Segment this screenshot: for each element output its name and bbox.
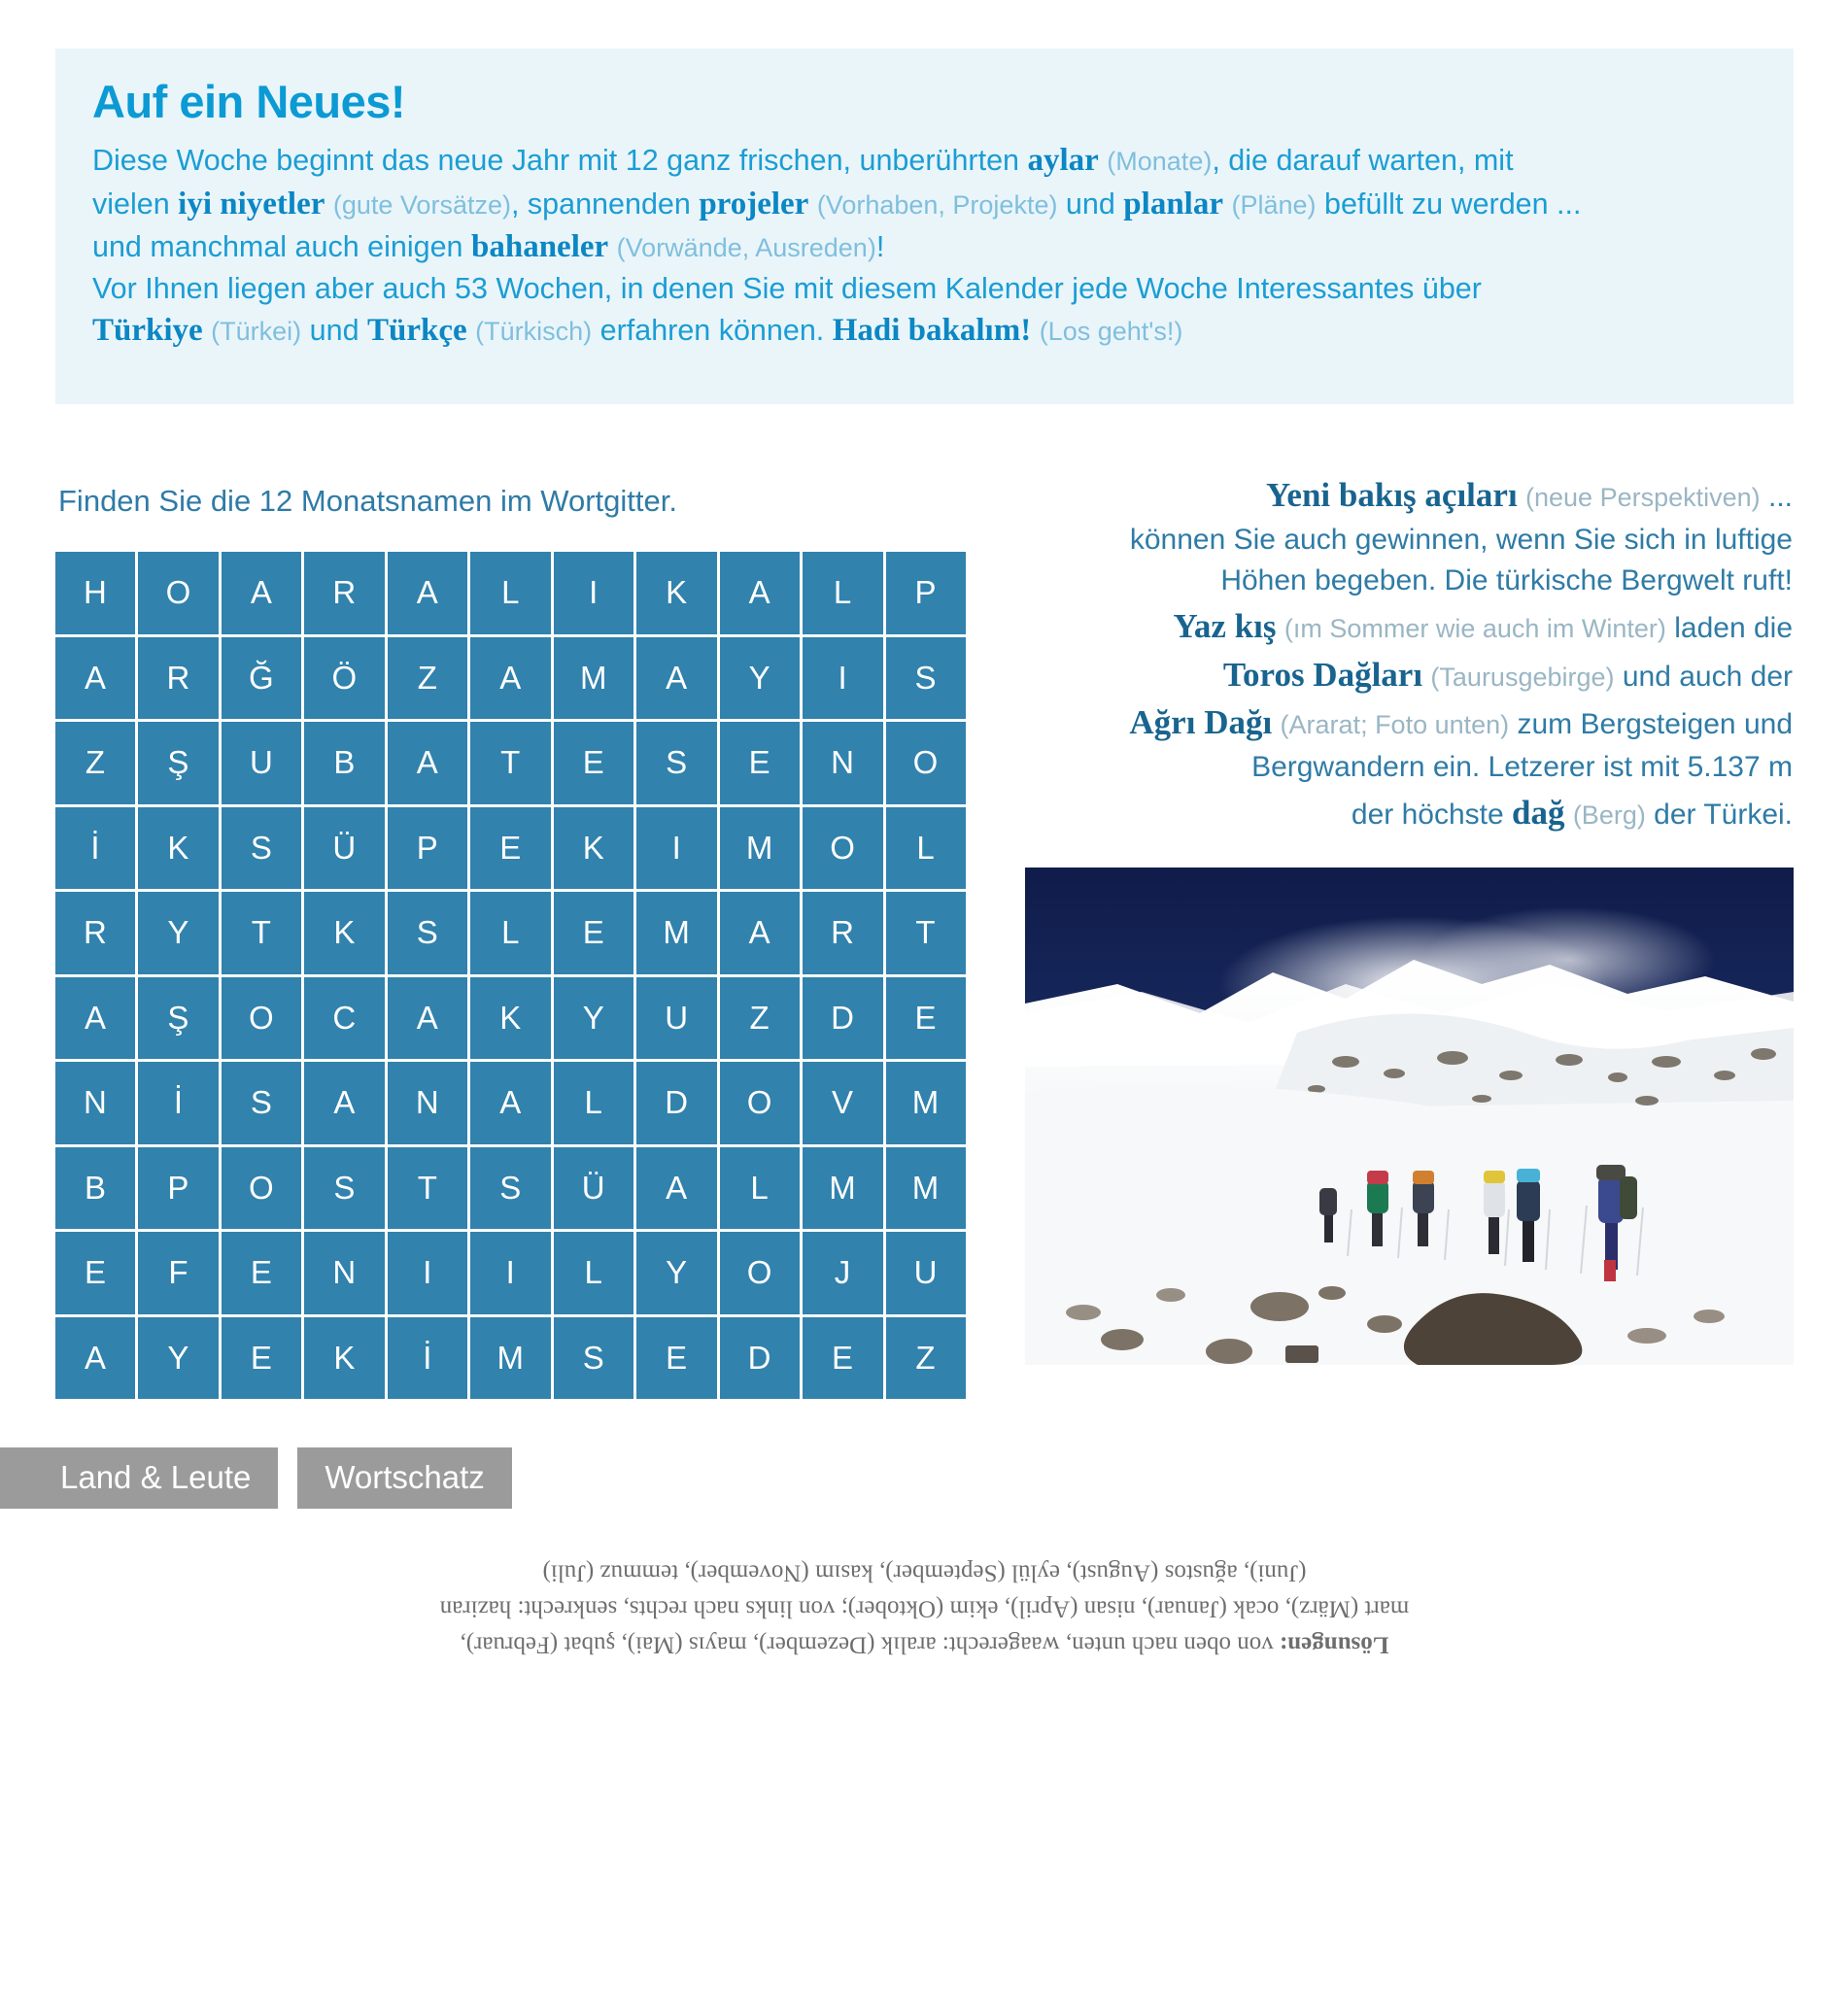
grid-cell[interactable]: L [886,807,966,890]
grid-cell[interactable]: M [470,1317,550,1400]
text-line [92,309,1761,353]
text-run: vielen [92,187,179,221]
grid-cell[interactable]: İ [55,807,135,890]
text-run: können Sie auch gewinnen, wenn Sie sich in luftige [1129,523,1793,556]
grid-cell[interactable]: S [222,807,301,890]
turkish-term: Yaz kış [1173,606,1277,645]
text-run: , die darauf warten, mit [1212,144,1514,178]
grid-cell[interactable]: O [886,722,966,804]
text-line [92,183,1761,226]
text-run: der höchste [1351,798,1512,831]
grid-cell[interactable]: S [388,892,467,974]
grid-cell[interactable]: P [138,1147,218,1230]
grid-cell[interactable]: U [636,977,716,1060]
text-run: Höhen begeben. Die türkische Bergwelt ruft! [1220,564,1793,597]
word-search-grid [55,552,966,1399]
grid-cell[interactable]: B [304,722,384,804]
grid-cell[interactable]: T [222,892,301,974]
german-gloss: (Türkisch) [475,317,593,347]
text-run: und auch der [1614,660,1793,693]
turkish-term: Türkçe [367,313,467,349]
grid-cell[interactable]: I [803,637,882,720]
text-line [1025,561,1793,602]
grid-cell[interactable]: S [222,1062,301,1144]
text-run: ! [875,230,885,264]
text-run: ... [1760,481,1793,513]
text-line [92,269,1761,309]
grid-cell[interactable]: A [720,892,800,974]
grid-cell[interactable]: P [388,807,467,890]
grid-cell[interactable]: Ö [304,637,384,720]
grid-cell[interactable]: O [720,1062,800,1144]
grid-cell[interactable]: E [720,722,800,804]
grid-cell[interactable]: K [470,977,550,1060]
grid-cell[interactable]: R [138,637,218,720]
text-line [55,1590,1794,1626]
grid-cell[interactable]: R [55,892,135,974]
grid-cell[interactable]: E [222,1317,301,1400]
german-gloss: (Monate) [1107,147,1213,177]
text-run [1276,612,1283,644]
text-run: und manchmal auch einigen [92,230,471,264]
grid-cell[interactable]: A [470,1062,550,1144]
grid-cell[interactable]: M [803,1147,882,1230]
grid-cell[interactable]: D [636,1062,716,1144]
grid-cell[interactable]: A [388,552,467,634]
grid-cell[interactable]: M [720,807,800,890]
text-run: , spannenden [510,187,700,221]
text-run: von oben nach unten, waagerecht: aralık (Dezember), mayıs (Mai), şubat (Februar), [460,1631,1280,1658]
text-line [1025,789,1793,837]
grid-cell[interactable]: P [886,552,966,634]
grid-cell[interactable]: İ [388,1317,467,1400]
grid-cell[interactable]: S [636,722,716,804]
grid-cell[interactable]: A [470,637,550,720]
grid-cell[interactable]: D [803,977,882,1060]
mountain-photo-illustration [1025,868,1794,1365]
text-run: Diese Woche beginnt das neue Jahr mit 12 ganz frischen, unberührten [92,144,1028,178]
german-gloss: (Ararat; Foto unten) [1280,710,1510,740]
text-line [55,1626,1794,1662]
grid-cell[interactable]: S [554,1317,633,1400]
grid-cell[interactable]: O [803,807,882,890]
grid-cell[interactable]: A [55,1317,135,1400]
grid-cell[interactable]: A [720,552,800,634]
grid-cell[interactable]: I [554,552,633,634]
german-gloss: (ım Sommer wie auch im Winter) [1283,613,1666,643]
grid-cell[interactable]: A [388,722,467,804]
grid-cell[interactable]: Y [554,977,633,1060]
text-line [1025,471,1793,520]
text-run [1099,144,1107,177]
grid-cell[interactable]: K [304,1317,384,1400]
grid-cell[interactable]: E [222,1232,301,1314]
puzzle-heading: Finden Sie die 12 Monatsnamen im Wortgitter. [58,484,677,518]
grid-cell[interactable]: E [803,1317,882,1400]
grid-cell[interactable]: N [304,1232,384,1314]
text-run: mart (März), ocak (Januar), nisan (April), ekim (Oktober); von links nach rechts, senkrecht: haziran [439,1595,1410,1622]
grid-cell[interactable]: N [55,1062,135,1144]
grid-cell[interactable]: O [720,1232,800,1314]
grid-cell[interactable]: Z [886,1317,966,1400]
grid-cell[interactable]: A [304,1062,384,1144]
grid-cell[interactable]: A [55,977,135,1060]
grid-cell[interactable]: T [470,722,550,804]
german-gloss: (Berg) [1572,800,1646,830]
category-tags [0,1447,512,1509]
grid-cell[interactable]: Z [720,977,800,1060]
grid-cell[interactable]: K [554,807,633,890]
grid-cell[interactable]: D [720,1317,800,1400]
text-line [1025,747,1793,789]
grid-cell[interactable]: I [470,1232,550,1314]
grid-cell[interactable]: I [636,807,716,890]
text-line [1025,602,1793,651]
grid-cell[interactable]: L [720,1147,800,1230]
german-gloss: (Taurusgebirge) [1430,662,1615,692]
text-run [1518,481,1525,513]
grid-cell[interactable]: M [554,637,633,720]
grid-cell[interactable]: U [886,1232,966,1314]
grid-cell[interactable]: T [388,1147,467,1230]
tag-land-und-leute[interactable]: Land & Leute [0,1447,278,1509]
grid-cell[interactable]: L [803,552,882,634]
text-line [1025,520,1793,562]
grid-cell[interactable]: M [886,1062,966,1144]
turkish-term: Hadi bakalım! [832,313,1032,349]
grid-cell[interactable]: Ş [138,722,218,804]
turkish-term: Yeni bakış açıları [1266,476,1518,514]
grid-cell[interactable]: S [470,1147,550,1230]
grid-cell[interactable]: Ğ [222,637,301,720]
text-run: (Juni), ağustos (August), eylül (September), kasım (November), temmuz (Juli) [542,1559,1307,1586]
text-run [1564,799,1572,831]
grid-cell[interactable]: A [55,637,135,720]
grid-cell[interactable]: İ [138,1062,218,1144]
grid-cell[interactable]: A [222,552,301,634]
grid-cell[interactable]: A [636,1147,716,1230]
text-line [1025,651,1793,699]
grid-cell[interactable]: S [886,637,966,720]
grid-cell[interactable]: M [886,1147,966,1230]
intro-banner [55,49,1794,404]
turkish-term: dağ [1512,793,1565,832]
grid-cell[interactable]: E [470,807,550,890]
text-run: Bergwandern ein. Letzerer ist mit 5.137 m [1251,750,1793,783]
grid-cell[interactable]: Z [55,722,135,804]
text-run [1272,708,1280,740]
grid-cell[interactable]: O [222,1147,301,1230]
text-run: laden die [1665,611,1793,644]
grid-cell[interactable]: B [55,1147,135,1230]
text-run: erfahren können. [592,314,833,348]
grid-cell[interactable]: Ü [554,1147,633,1230]
text-run [808,187,816,221]
turkish-term: Toros Dağları [1222,655,1423,694]
grid-cell[interactable]: T [886,892,966,974]
mountain-photo [1025,868,1794,1365]
grid-cell[interactable]: C [304,977,384,1060]
grid-cell[interactable]: Ü [304,807,384,890]
grid-cell[interactable]: N [803,722,882,804]
grid-cell[interactable]: K [636,552,716,634]
text-run: und [1057,187,1124,221]
grid-cell[interactable]: R [304,552,384,634]
grid-cell[interactable]: H [55,552,135,634]
text-run: zum Bergsteigen und [1509,708,1793,741]
text-line [55,1554,1794,1590]
grid-cell[interactable]: N [388,1062,467,1144]
grid-cell[interactable]: E [636,1317,716,1400]
grid-cell[interactable]: V [803,1062,882,1144]
grid-cell[interactable]: K [138,807,218,890]
german-gloss: (Türkei) [211,317,302,347]
german-gloss: (Vorhaben, Projekte) [816,189,1058,220]
grid-cell[interactable]: S [304,1147,384,1230]
grid-cell[interactable]: E [554,722,633,804]
page-title: Auf ein Neues! [92,76,406,127]
grid-cell[interactable]: A [388,977,467,1060]
grid-cell[interactable]: A [636,637,716,720]
turkish-term: Türkiye [92,313,203,349]
text-run [1031,314,1039,347]
grid-cell[interactable]: E [55,1232,135,1314]
text-run: befüllt zu werden ... [1316,187,1582,221]
grid-cell[interactable]: Y [720,637,800,720]
turkish-term: projeler [699,186,809,221]
grid-cell[interactable]: J [803,1232,882,1314]
grid-cell[interactable]: L [470,552,550,634]
tag-wortschatz[interactable]: Wortschatz [297,1447,511,1509]
grid-cell[interactable]: E [886,977,966,1060]
grid-cell[interactable]: M [636,892,716,974]
german-gloss: (Los geht's!) [1039,317,1183,347]
grid-cell[interactable]: Y [636,1232,716,1314]
grid-cell[interactable]: Y [138,1317,218,1400]
turkish-term: bahaneler [470,229,609,265]
grid-cell[interactable]: U [222,722,301,804]
text-run [467,314,475,347]
grid-cell[interactable]: K [304,892,384,974]
text-run: und [301,314,368,348]
grid-cell[interactable]: E [554,892,633,974]
text-run: Vor Ihnen liegen aber auch 53 Wochen, in denen Sie mit diesem Kalender jede Woche Interessantes über [92,271,1482,305]
text-run [325,187,332,221]
grid-cell[interactable]: Y [138,892,218,974]
text-run [203,314,211,347]
german-gloss: (neue Perspektiven) [1525,483,1761,512]
grid-cell[interactable]: I [388,1232,467,1314]
solutions-block [55,1554,1794,1661]
text-line [92,225,1761,269]
turkish-term: planlar [1123,186,1223,221]
text-run: der Türkei. [1645,798,1793,831]
text-line [92,139,1761,183]
german-gloss: (gute Vorsätze) [332,189,511,220]
german-gloss: (Pläne) [1231,189,1317,220]
grid-cell[interactable]: O [138,552,218,634]
mountains-paragraph [1025,471,1793,836]
grid-cell[interactable]: L [470,892,550,974]
text-line [1025,698,1793,747]
grid-cell[interactable]: L [554,1062,633,1144]
turkish-term: aylar [1027,143,1099,179]
turkish-term: iyi niyetler [178,186,325,221]
intro-paragraph [92,139,1761,352]
text-run: Lösungen: [1279,1631,1389,1658]
grid-cell[interactable]: Ş [138,977,218,1060]
grid-cell[interactable]: L [554,1232,633,1314]
turkish-term: Ağrı Dağı [1129,703,1273,742]
german-gloss: (Vorwände, Ausreden) [616,233,876,263]
grid-cell[interactable]: F [138,1232,218,1314]
text-run [608,230,616,263]
grid-cell[interactable]: R [803,892,882,974]
grid-cell[interactable]: Z [388,637,467,720]
grid-cell[interactable]: O [222,977,301,1060]
